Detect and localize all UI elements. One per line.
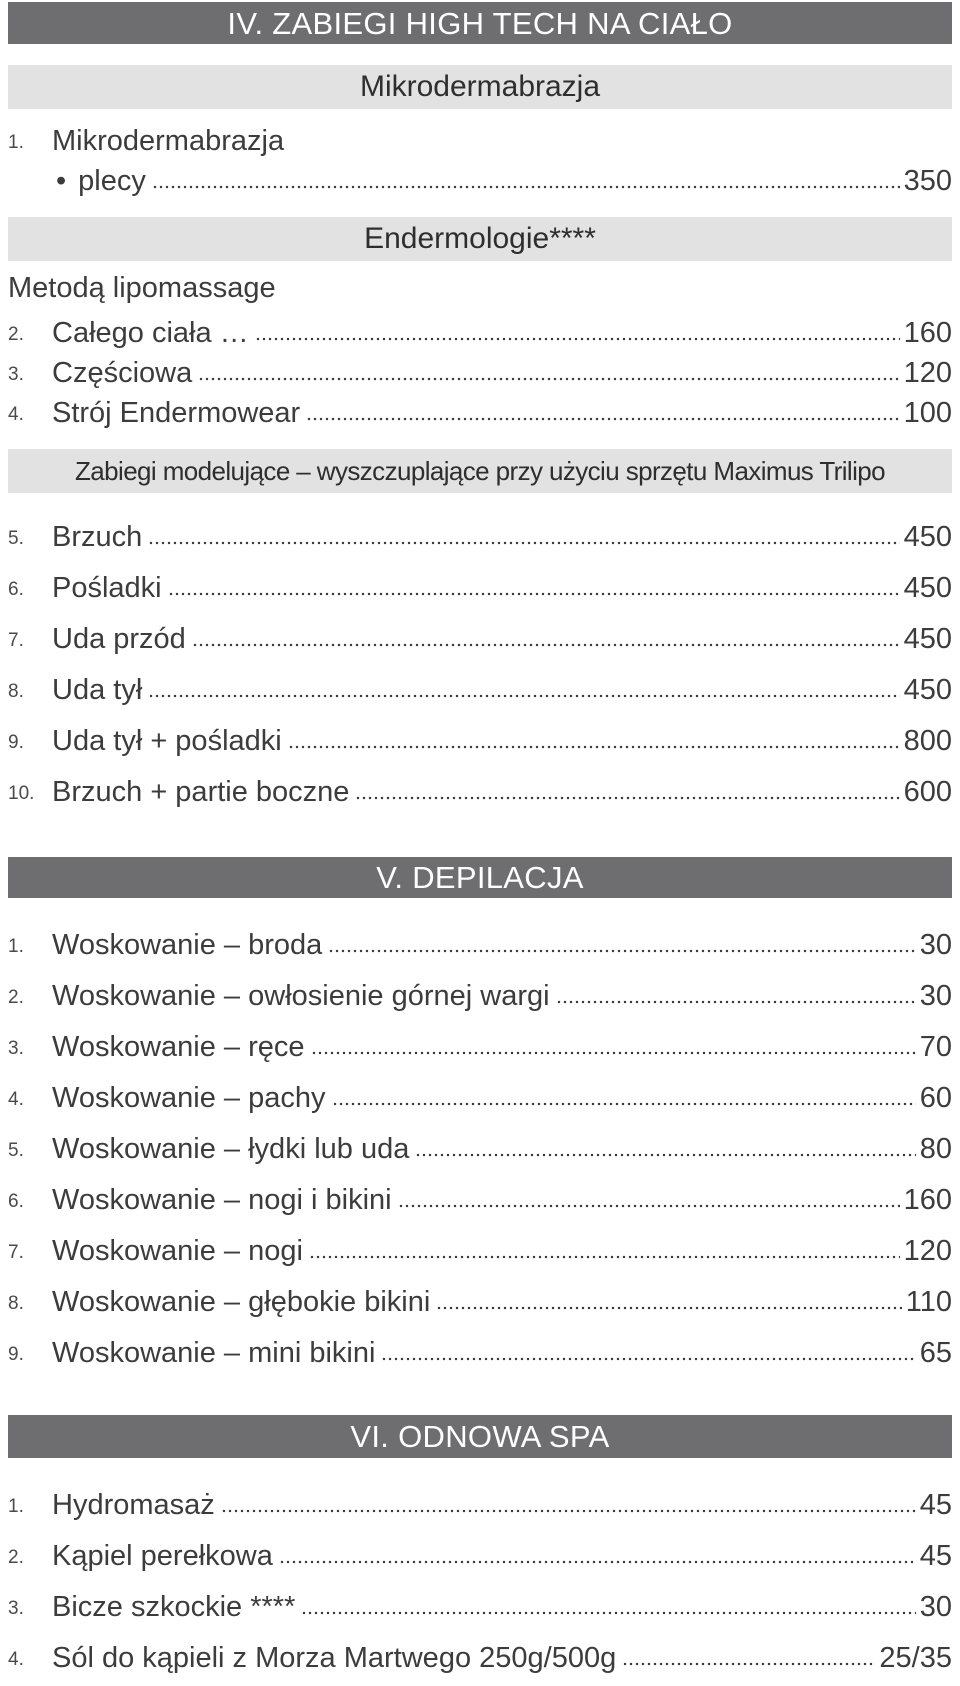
leader-dots — [415, 1153, 915, 1157]
item-label: Uda tył + pośladki — [52, 725, 282, 757]
item-number: 3. — [8, 364, 24, 385]
item-price: 45 — [919, 1540, 952, 1572]
section-v-header — [8, 857, 952, 898]
leader-dots — [168, 592, 900, 596]
leader-dots — [148, 541, 899, 545]
item-price: 450 — [903, 521, 952, 553]
leader-dots — [328, 949, 915, 953]
item-price: 120 — [903, 357, 952, 389]
item-price: 450 — [903, 623, 952, 655]
item-number: 10. — [8, 783, 35, 804]
leader-dots — [556, 1000, 916, 1004]
endermologie-header-label: Endermologie**** — [364, 222, 596, 255]
item-price: 160 — [903, 1184, 952, 1216]
item-label: Sól do kąpieli z Morza Martwego 250g/500g — [52, 1642, 617, 1674]
section-iv-header — [8, 2, 952, 44]
item-label: Woskowanie – pachy — [52, 1082, 326, 1114]
item-number: 1. — [8, 132, 24, 153]
leader-dots — [311, 1051, 916, 1055]
item-number: 2. — [8, 1547, 24, 1568]
item-label: Bicze szkockie **** — [52, 1591, 296, 1623]
item-price: 70 — [919, 1031, 952, 1063]
item-price: 30 — [919, 929, 952, 961]
item-label: Uda tył — [52, 674, 143, 706]
menu-item — [8, 969, 952, 1013]
item-price: 30 — [919, 980, 952, 1012]
leader-dots — [148, 694, 899, 698]
item-label: Woskowanie – mini bikini — [52, 1337, 376, 1369]
leader-dots — [279, 1560, 916, 1564]
menu-item — [8, 1580, 952, 1624]
menu-item — [8, 1020, 952, 1064]
item-number: 4. — [8, 1089, 24, 1110]
leader-dots — [306, 417, 899, 421]
item-price: 800 — [903, 725, 952, 757]
leader-dots — [288, 745, 900, 749]
item-number: 4. — [8, 404, 24, 425]
item-number: 5. — [8, 1140, 24, 1161]
menu-item — [8, 561, 952, 605]
menu-item — [8, 612, 952, 656]
item-label: Strój Endermowear — [52, 397, 301, 429]
leader-dots — [398, 1204, 900, 1208]
item-label: Uda przód — [52, 623, 186, 655]
item-label: Woskowanie – ręce — [52, 1031, 305, 1063]
leader-dots — [355, 796, 899, 800]
section-v-title: V. DEPILACJA — [376, 860, 584, 895]
item-price: 450 — [903, 572, 952, 604]
item-number: 9. — [8, 732, 24, 753]
mikrodermabrazja-header — [8, 65, 952, 109]
menu-item-plecy — [52, 154, 952, 198]
item-number: 2. — [8, 987, 24, 1008]
item-label: Mikrodermabrazja — [52, 125, 285, 157]
menu-item — [8, 1122, 952, 1166]
item-price: 110 — [905, 1286, 952, 1318]
item-price: 60 — [919, 1082, 952, 1114]
leader-dots — [255, 337, 900, 341]
item-number: 2. — [8, 324, 24, 345]
menu-item — [8, 1275, 952, 1319]
menu-item — [8, 765, 952, 809]
item-price: 25/35 — [879, 1642, 952, 1674]
item-label: Częściowa — [52, 357, 193, 389]
item-label: Hydromasaż — [52, 1489, 215, 1521]
item-number: 3. — [8, 1038, 24, 1059]
bullet-icon: • — [56, 165, 67, 197]
item-label: Woskowanie – owłosienie górnej wargi — [52, 980, 550, 1012]
leader-dots — [622, 1662, 875, 1666]
leader-dots — [301, 1611, 915, 1615]
menu-item — [8, 1529, 952, 1573]
item-label: Woskowanie – łydki lub uda — [52, 1133, 410, 1165]
item-label: Całego ciała … — [52, 317, 249, 349]
item-price: 30 — [919, 1591, 952, 1623]
menu-item-mikrodermabrazja — [8, 114, 952, 158]
endermologie-intro: Metodą lipomassage — [8, 272, 276, 304]
item-number: 3. — [8, 1598, 24, 1619]
menu-item — [8, 1631, 952, 1675]
item-label: Brzuch + partie boczne — [52, 776, 350, 808]
endermologie-header — [8, 217, 952, 261]
item-number: 1. — [8, 936, 24, 957]
item-price: 600 — [903, 776, 952, 808]
menu-item — [8, 918, 952, 962]
menu-item — [8, 1478, 952, 1522]
menu-item — [8, 1326, 952, 1370]
leader-dots — [198, 377, 899, 381]
modelujace-header-label: Zabiegi modelujące – wyszczuplające przy użyciu sprzętu Maximus Trilipo — [75, 455, 885, 486]
item-number: 6. — [8, 579, 24, 600]
menu-item — [8, 1224, 952, 1268]
item-label: Woskowanie – nogi — [52, 1235, 303, 1267]
item-price: 100 — [903, 397, 952, 429]
mikrodermabrazja-header-label: Mikrodermabrazja — [359, 70, 601, 103]
item-number: 4. — [8, 1649, 24, 1670]
item-price: 45 — [919, 1489, 952, 1521]
menu-item — [8, 1071, 952, 1115]
item-number: 1. — [8, 1496, 24, 1517]
item-price: 65 — [919, 1337, 952, 1369]
item-label: Woskowanie – głębokie bikini — [52, 1286, 431, 1318]
menu-item — [8, 306, 952, 350]
leader-dots — [152, 185, 900, 189]
item-price: 450 — [903, 674, 952, 706]
menu-item — [8, 714, 952, 758]
item-number: 8. — [8, 1293, 24, 1314]
item-number: 5. — [8, 528, 24, 549]
item-price: 120 — [903, 1235, 952, 1267]
leader-dots — [332, 1102, 916, 1106]
menu-item — [8, 1173, 952, 1217]
item-label: Pośladki — [52, 572, 162, 604]
leader-dots — [192, 643, 900, 647]
item-price: 160 — [903, 317, 952, 349]
modelujace-header — [8, 449, 952, 493]
section-vi-title: VI. ODNOWA SPA — [350, 1419, 610, 1454]
menu-item — [8, 346, 952, 390]
leader-dots — [221, 1509, 916, 1513]
menu-item — [8, 510, 952, 554]
leader-dots — [436, 1306, 901, 1310]
item-label: plecy — [78, 165, 146, 197]
item-number: 6. — [8, 1191, 24, 1212]
item-label: Woskowanie – broda — [52, 929, 323, 961]
item-label: Woskowanie – nogi i bikini — [52, 1184, 392, 1216]
item-label: Brzuch — [52, 521, 143, 553]
leader-dots — [381, 1357, 915, 1361]
item-number: 7. — [8, 630, 24, 651]
item-label: Kąpiel perełkowa — [52, 1540, 273, 1572]
item-number: 9. — [8, 1344, 24, 1365]
section-vi-header — [8, 1415, 952, 1458]
item-price: 350 — [903, 165, 952, 197]
item-number: 8. — [8, 681, 24, 702]
item-number: 7. — [8, 1242, 24, 1263]
menu-item — [8, 386, 952, 430]
section-iv-title: IV. ZABIEGI HIGH TECH NA CIAŁO — [227, 5, 733, 41]
menu-item — [8, 663, 952, 707]
leader-dots — [309, 1255, 900, 1259]
item-price: 80 — [919, 1133, 952, 1165]
